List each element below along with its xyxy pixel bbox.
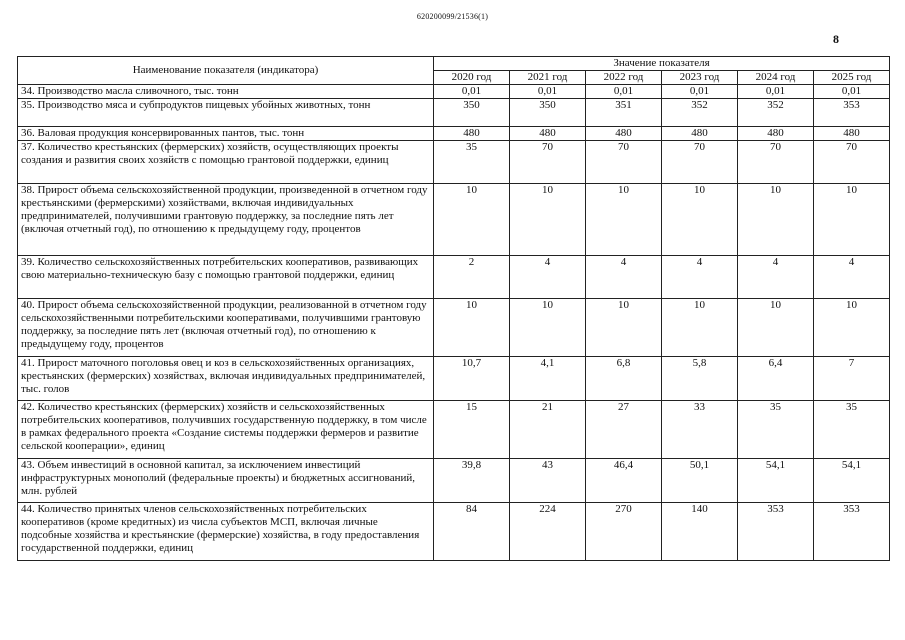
indicator-value: 0,01 (434, 85, 510, 99)
indicator-value: 10 (586, 184, 662, 256)
indicator-value: 480 (814, 127, 890, 141)
indicator-value: 54,1 (814, 459, 890, 503)
indicator-value: 480 (738, 127, 814, 141)
indicator-value: 0,01 (662, 85, 738, 99)
table-row (18, 127, 890, 141)
table-row (18, 141, 890, 184)
indicator-value: 21 (510, 401, 586, 459)
indicator-name: 38. Прирост объема сельскохозяйственной продукции, произведенной в отчетном году крестьянскими (фермерскими) хозяйствами, включая индивидуальных предпринимателей, получившими грантовую поддержку, за последние пять лет (включая отчетный год), по отношению к предыдущему году, процентов (18, 184, 434, 256)
indicator-name: 39. Количество сельскохозяйственных потребительских кооперативов, развивающих свою материально-техническую базу с помощью грантовой поддержки, единиц (18, 256, 434, 299)
indicators-table (17, 56, 890, 561)
indicator-value: 480 (662, 127, 738, 141)
year-header: 2024 год (738, 71, 814, 85)
indicator-value: 350 (510, 99, 586, 127)
indicator-value: 0,01 (738, 85, 814, 99)
indicator-value: 10 (662, 299, 738, 357)
indicator-name: 44. Количество принятых членов сельскохозяйственных потребительских кооперативов (кроме кредитных) из числа субъектов МСП, включая личные подсобные хозяйства и крестьянские (фермерские) хозяйства, в году предоставления государственной поддержки, единиц (18, 503, 434, 561)
indicator-value: 10 (510, 299, 586, 357)
indicator-value: 4 (662, 256, 738, 299)
indicator-value: 70 (662, 141, 738, 184)
indicator-value: 70 (586, 141, 662, 184)
indicator-value: 35 (814, 401, 890, 459)
year-header: 2020 год (434, 71, 510, 85)
indicator-value: 10 (434, 184, 510, 256)
indicator-value: 35 (738, 401, 814, 459)
year-header: 2025 год (814, 71, 890, 85)
value-group-header: Значение показателя (434, 57, 890, 71)
indicator-value: 10,7 (434, 357, 510, 401)
indicator-value: 352 (662, 99, 738, 127)
indicator-value: 70 (738, 141, 814, 184)
indicator-value: 0,01 (510, 85, 586, 99)
indicator-value: 46,4 (586, 459, 662, 503)
table-row (18, 459, 890, 503)
indicator-value: 10 (586, 299, 662, 357)
indicator-value: 4 (510, 256, 586, 299)
indicator-value: 84 (434, 503, 510, 561)
indicator-value: 350 (434, 99, 510, 127)
indicator-value: 27 (586, 401, 662, 459)
table-body (18, 85, 890, 561)
indicator-value: 10 (434, 299, 510, 357)
indicator-value: 35 (434, 141, 510, 184)
indicator-value: 4 (738, 256, 814, 299)
table-row (18, 401, 890, 459)
indicator-value: 10 (814, 299, 890, 357)
document-id: 620200099/21536(1) (416, 12, 489, 21)
table-header (18, 57, 890, 85)
indicator-value: 70 (814, 141, 890, 184)
indicator-value: 10 (662, 184, 738, 256)
indicator-value: 352 (738, 99, 814, 127)
indicator-value: 4 (586, 256, 662, 299)
indicator-value: 15 (434, 401, 510, 459)
indicator-value: 353 (814, 503, 890, 561)
indicator-value: 54,1 (738, 459, 814, 503)
table-row (18, 184, 890, 256)
indicator-value: 353 (738, 503, 814, 561)
indicator-name: 35. Производство мяса и субпродуктов пищевых убойных животных, тонн (18, 99, 434, 127)
indicator-value: 10 (510, 184, 586, 256)
indicator-name: 43. Объем инвестиций в основной капитал, за исключением инвестиций инфраструктурных монополий (федеральные проекты) и бюджетных ассигнований, млн. рублей (18, 459, 434, 503)
indicator-value: 480 (510, 127, 586, 141)
indicator-name: 36. Валовая продукция консервированных пантов, тыс. тонн (18, 127, 434, 141)
indicator-value: 6,8 (586, 357, 662, 401)
indicator-value: 50,1 (662, 459, 738, 503)
indicator-value: 4 (814, 256, 890, 299)
indicator-value: 224 (510, 503, 586, 561)
indicator-value: 10 (738, 184, 814, 256)
indicator-name-header: Наименование показателя (индикатора) (18, 57, 434, 85)
indicator-value: 270 (586, 503, 662, 561)
table-row (18, 357, 890, 401)
indicator-value: 140 (662, 503, 738, 561)
page-number: 8 (833, 32, 839, 46)
indicator-value: 43 (510, 459, 586, 503)
indicator-name: 37. Количество крестьянских (фермерских) хозяйств, осуществляющих проекты создания и развития своих хозяйств с помощью грантовой поддержки, единиц (18, 141, 434, 184)
indicator-name: 34. Производство масла сливочного, тыс. тонн (18, 85, 434, 99)
indicator-value: 2 (434, 256, 510, 299)
indicator-value: 7 (814, 357, 890, 401)
table-row (18, 503, 890, 561)
year-header: 2022 год (586, 71, 662, 85)
year-header: 2023 год (662, 71, 738, 85)
indicator-name: 41. Прирост маточного поголовья овец и коз в сельскохозяйственных организациях, крестьянских (фермерских) хозяйствах, включая индивидуальных предпринимателей, тыс. голов (18, 357, 434, 401)
indicator-value: 480 (434, 127, 510, 141)
indicator-name: 40. Прирост объема сельскохозяйственной продукции, реализованной в отчетном году сельскохозяйственными потребительскими кооперативами, получившими грантовую поддержку, за последние пять лет (включая отчетный год), по отношению к предыдущему году, процентов (18, 299, 434, 357)
indicator-value: 4,1 (510, 357, 586, 401)
table-row (18, 85, 890, 99)
indicator-value: 353 (814, 99, 890, 127)
year-header: 2021 год (510, 71, 586, 85)
indicator-value: 10 (738, 299, 814, 357)
indicator-value: 39,8 (434, 459, 510, 503)
indicator-value: 6,4 (738, 357, 814, 401)
indicator-value: 0,01 (814, 85, 890, 99)
indicator-value: 33 (662, 401, 738, 459)
indicator-name: 42. Количество крестьянских (фермерских) хозяйств и сельскохозяйственных потребительских кооперативов, получивших государственную поддержку, в том числе в рамках федерального проекта «Создание системы поддержки фермеров и развитие сельской кооперации», единиц (18, 401, 434, 459)
table-row (18, 99, 890, 127)
indicator-value: 5,8 (662, 357, 738, 401)
indicator-value: 351 (586, 99, 662, 127)
table-row (18, 256, 890, 299)
indicator-value: 10 (814, 184, 890, 256)
table-row (18, 299, 890, 357)
indicator-value: 0,01 (586, 85, 662, 99)
indicator-value: 70 (510, 141, 586, 184)
indicator-value: 480 (586, 127, 662, 141)
